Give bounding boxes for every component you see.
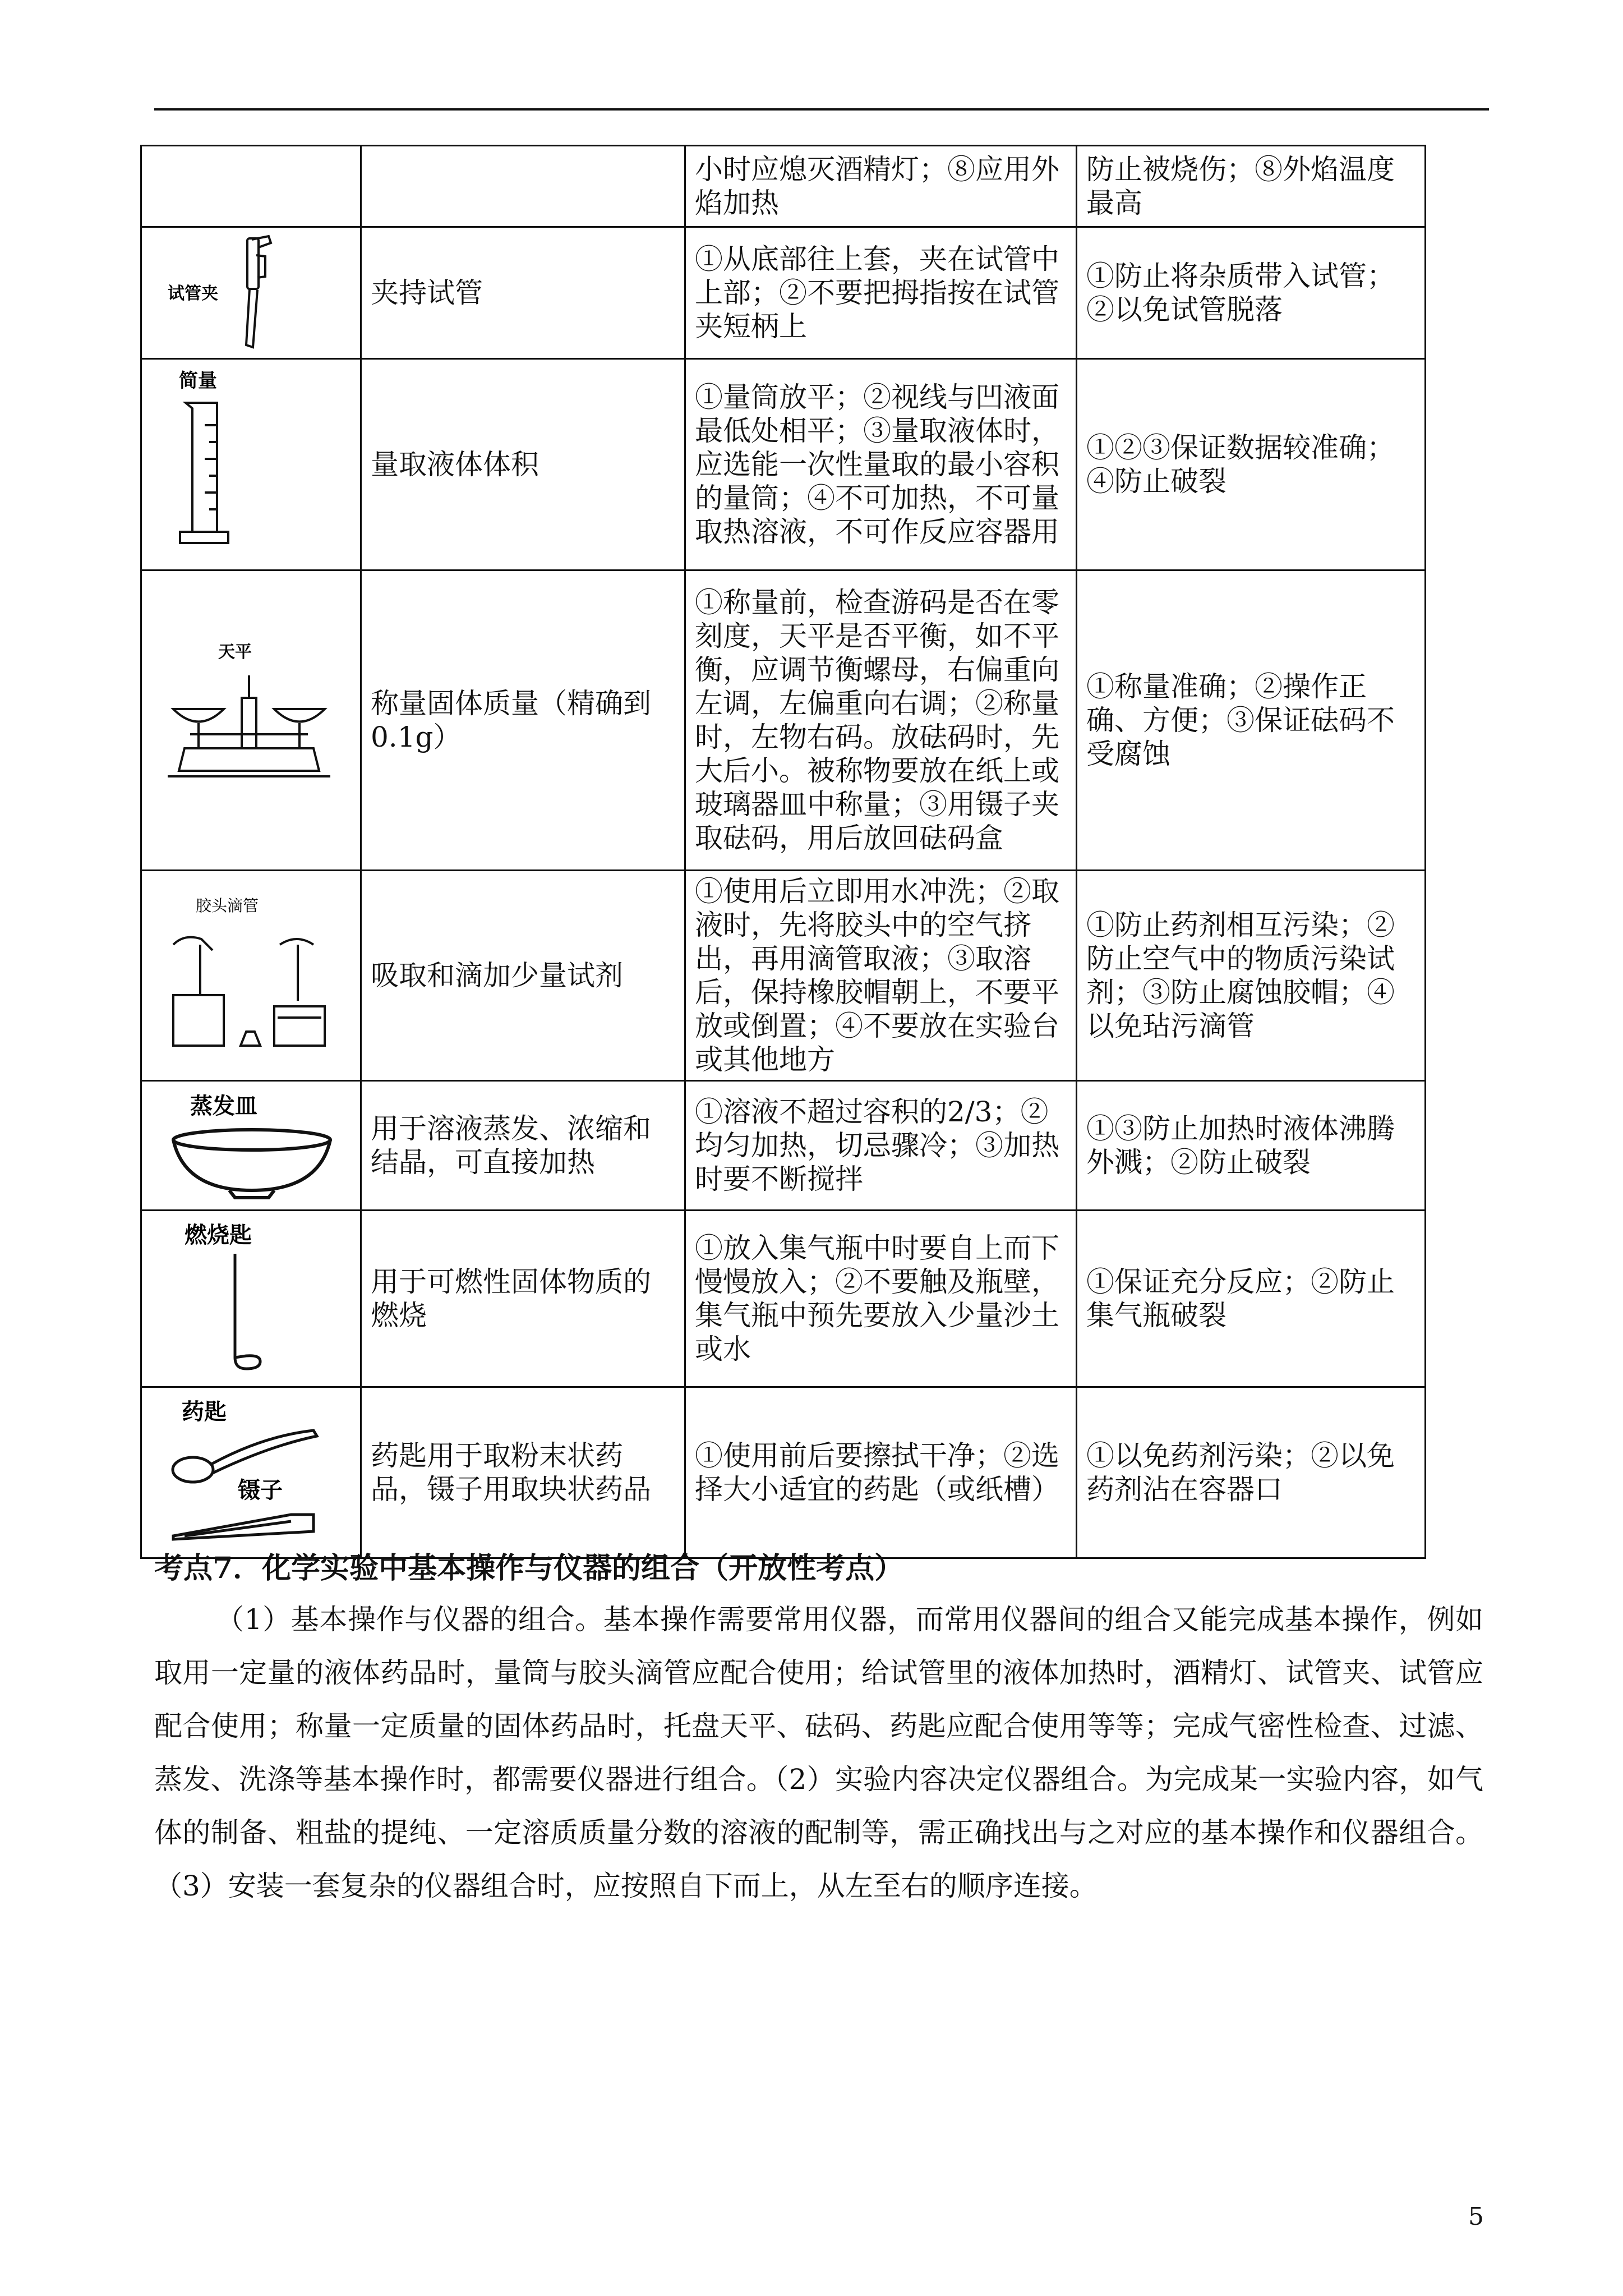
table-row	[141, 227, 1426, 359]
spatula-tweezers-icon	[151, 1391, 353, 1554]
operation-cell: ①使用后立即用水冲洗；②取液时，先将胶头中的空气挤出，再用滴管取液；③取溶后，保持橡胶帽朝上，不要平放或倒置；④不要放在实验台或其他地方	[685, 871, 1077, 1081]
use-cell	[361, 146, 685, 227]
balance-scale-icon	[151, 636, 353, 804]
reason-cell: ①②③保证数据较准确；④防止破裂	[1077, 359, 1426, 570]
instrument-figure-cell	[141, 1211, 361, 1387]
instrument-figure-cell	[141, 227, 361, 359]
use-cell: 吸取和滴加少量试剂	[361, 871, 685, 1081]
reason-cell: ①防止将杂质带入试管；②以免试管脱落	[1077, 227, 1426, 359]
instrument-caption: 试管夹	[168, 283, 218, 303]
table-row	[141, 146, 1426, 227]
table-row	[141, 1387, 1426, 1558]
use-cell: 量取液体体积	[361, 359, 685, 570]
use-cell: 药匙用于取粉末状药品，镊子用取块状药品	[361, 1387, 685, 1558]
instrument-caption: 燃烧匙	[185, 1222, 252, 1248]
dropper-icon	[151, 883, 353, 1068]
reason-cell: ①③防止加热时液体沸腾外溅；②防止破裂	[1077, 1081, 1426, 1211]
reason-cell: ①以免药剂污染；②以免药剂沾在容器口	[1077, 1387, 1426, 1558]
instrument-caption: 药匙	[182, 1399, 227, 1425]
table-row	[141, 871, 1426, 1081]
operation-cell: ①使用前后要擦拭干净；②选择大小适宜的药匙（或纸槽）	[685, 1387, 1077, 1558]
use-cell: 称量固体质量（精确到0.1g）	[361, 570, 685, 871]
reason-cell: ①防止药剂相互污染；②防止空气中的物质污染试剂；③防止腐蚀胶帽；④以免玷污滴管	[1077, 871, 1426, 1081]
section-heading: 考点7．化学实验中基本操作与仪器的组合（开放性考点）	[154, 1551, 904, 1585]
instrument-caption: 简量	[179, 370, 217, 392]
table-row	[141, 1081, 1426, 1211]
graduated-cylinder-icon	[151, 364, 353, 565]
section-paragraph: （1）基本操作与仪器的组合。基本操作需要常用仪器，而常用仪器间的组合又能完成基本操作，例如取用一定量的液体药品时，量筒与胶头滴管应配合使用；给试管里的液体加热时，酒精灯、试管夹、试管应配合使用；称量一定质量的固体药品时，托盘天平、砝码、药匙应配合使用等等；完成气密性检查、过滤、蒸发、洗涤等基本操作时，都需要仪器进行组合。（2）实验内容决定仪器组合。为完成某一实验内容，如气体的制备、粗盐的提纯、一定溶质质量分数的溶液的配制等，需正确找出与之对应的基本操作和仪器组合。（3）安装一套复杂的仪器组合时，应按照自下而上，从左至右的顺序连接。	[154, 1603, 1483, 1902]
evaporating-dish-icon	[151, 1087, 353, 1204]
combustion-spoon-icon	[151, 1214, 353, 1383]
instrument-figure-cell	[141, 570, 361, 871]
instrument-figure-cell	[141, 359, 361, 570]
reason-cell: ①称量准确；②操作正确、方便；③保证砝码不受腐蚀	[1077, 570, 1426, 871]
instrument-caption: 蒸发皿	[190, 1093, 257, 1119]
use-cell: 用于可燃性固体物质的燃烧	[361, 1211, 685, 1387]
instrument-figure-cell	[141, 1081, 361, 1211]
instrument-caption: 天平	[218, 642, 252, 662]
operation-cell: ①从底部往上套，夹在试管中上部；②不要把拇指按在试管夹短柄上	[685, 227, 1077, 359]
operation-cell: ①量筒放平；②视线与凹液面最低处相平；③量取液体时，应选能一次性量取的最小容积的量筒；④不可加热，不可量取热溶液，不可作反应容器用	[685, 359, 1077, 570]
test-tube-clamp-icon	[151, 233, 353, 353]
instrument-figure-cell	[141, 146, 361, 227]
reason-cell: ①保证充分反应；②防止集气瓶破裂	[1077, 1211, 1426, 1387]
table-row	[141, 1211, 1426, 1387]
operation-cell: ①放入集气瓶中时要自上而下慢慢放入；②不要触及瓶壁，集气瓶中预先要放入少量沙土或水	[685, 1211, 1077, 1387]
instrument-caption-secondary: 镊子	[238, 1478, 283, 1503]
operation-cell: ①溶液不超过容积的2/3；②均匀加热，切忌骤冷；③加热时要不断搅拌	[685, 1081, 1077, 1211]
reason-cell: 防止被烧伤；⑧外焰温度最高	[1077, 146, 1426, 227]
header-rule	[154, 108, 1489, 111]
instrument-table	[140, 145, 1426, 1559]
instrument-caption: 胶头滴管	[196, 896, 259, 915]
table-row	[141, 359, 1426, 570]
instrument-figure-cell	[141, 1387, 361, 1558]
table-row	[141, 570, 1426, 871]
use-cell: 用于溶液蒸发、浓缩和结晶，可直接加热	[361, 1081, 685, 1211]
operation-cell: ①称量前，检查游码是否在零刻度，天平是否平衡，如不平衡，应调节衡螺母，右偏重向左调，左偏重向右调；②称量时，左物右码。放砝码时，先大后小。被称物要放在纸上或玻璃器皿中称量；③用镊子夹取砝码，用后放回砝码盒	[685, 570, 1077, 871]
use-cell: 夹持试管	[361, 227, 685, 359]
page-number: 5	[1468, 2202, 1484, 2231]
instrument-figure-cell	[141, 871, 361, 1081]
operation-cell: 小时应熄灭酒精灯；⑧应用外焰加热	[685, 146, 1077, 227]
